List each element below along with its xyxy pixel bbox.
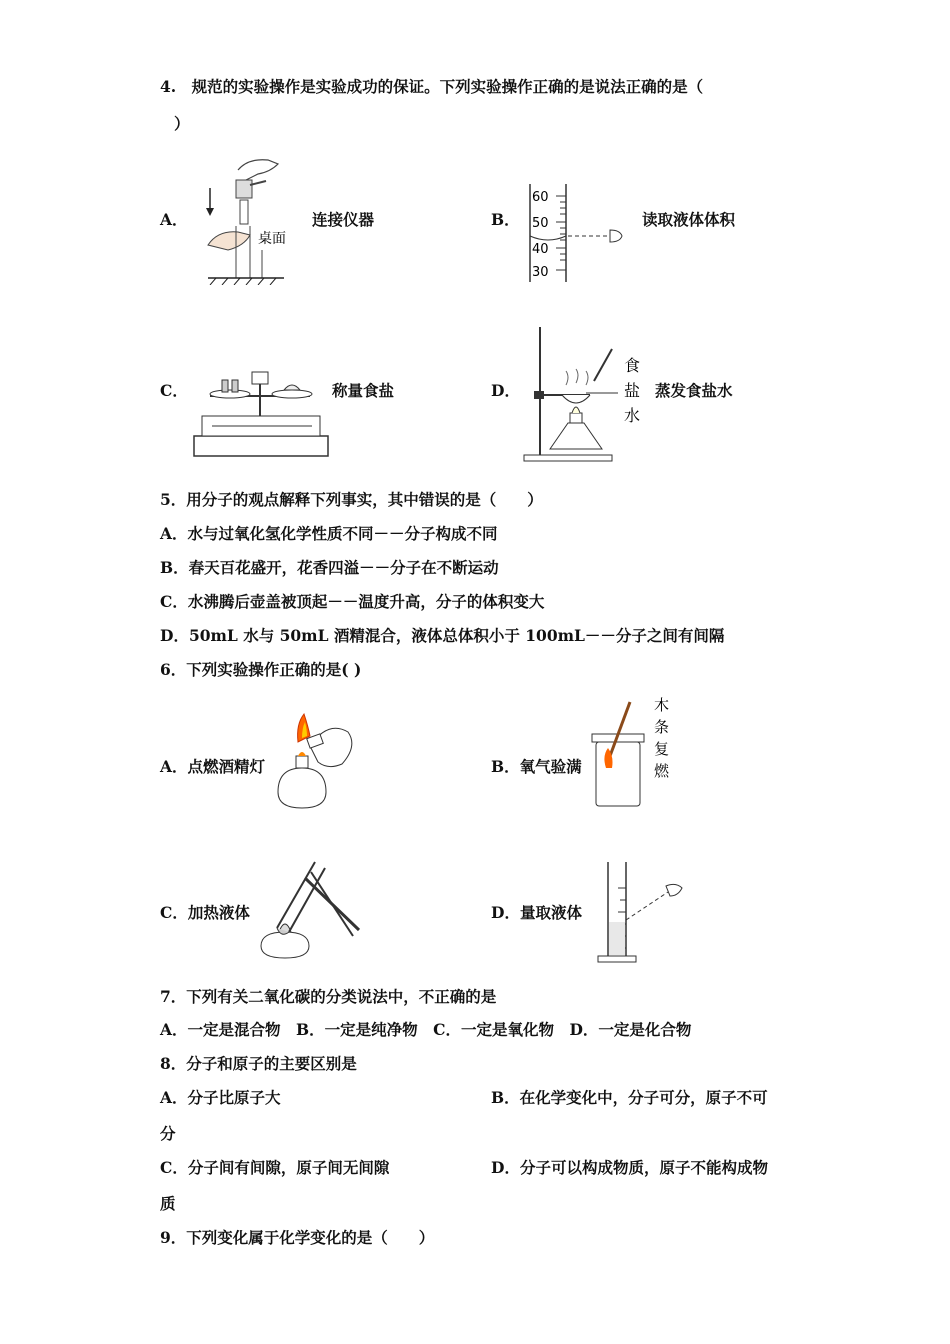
- q8-option-d: D．分子可以构成物质，原子不能构成物: [491, 1158, 768, 1177]
- svg-text:50: 50: [532, 216, 549, 231]
- svg-text:燃: 燃: [654, 762, 670, 780]
- q9-stem: 9．下列变化属于化学变化的是（ ）: [160, 1228, 435, 1247]
- q5-stem: 5．用分子的观点解释下列事实，其中错误的是（ ）: [160, 490, 543, 509]
- desk-label: 桌面: [258, 231, 286, 247]
- q7-stem: 7．下列有关二氧化碳的分类说法中，不正确的是: [160, 987, 497, 1006]
- svg-text:木: 木: [654, 696, 670, 714]
- q5-option-c: C．水沸腾后壶盖被顶起－－温度升高，分子的体积变大: [160, 592, 545, 611]
- q5-option-d: D．50mL 水与 50mL 酒精混合，液体总体积小于 100mL－－分子之间有间隔: [160, 626, 725, 645]
- heat-liquid-figure: [255, 858, 363, 962]
- q4-option-c-label: 称量食盐: [332, 381, 395, 400]
- svg-text:40: 40: [532, 242, 549, 257]
- q8-option-b-continued: 分: [160, 1124, 176, 1143]
- q7-options: A．一定是混合物 B．一定是纯净物 C．一定是氧化物 D．一定是化合物: [160, 1020, 692, 1039]
- q8-option-a: A．分子比原子大: [160, 1088, 281, 1107]
- q6-option-c: C．加热液体: [160, 903, 250, 922]
- q4-option-c-letter: C．: [160, 381, 188, 400]
- q5-option-b: B．春天百花盛开，花香四溢－－分子在不断运动: [160, 558, 499, 577]
- q4-stem: 4. 规范的实验操作是实验成功的保证。下列实验操作正确的是说法正确的是（: [160, 77, 704, 96]
- svg-text:食: 食: [624, 356, 641, 375]
- q4-option-d-label: 蒸发食盐水: [655, 381, 733, 400]
- q4-option-b-letter: B．: [491, 210, 520, 229]
- q5-option-a: A．水与过氧化氢化学性质不同－－分子构成不同: [160, 524, 498, 543]
- evaporation-figure: [520, 323, 650, 463]
- svg-text:水: 水: [624, 406, 641, 425]
- q6-option-b: B．氧气验满: [491, 757, 582, 776]
- q4-stem-close: ）: [174, 114, 190, 133]
- q4-option-d-letter: D．: [491, 381, 520, 400]
- oxygen-test-figure: [590, 694, 672, 810]
- svg-text:60: 60: [532, 190, 549, 205]
- q6-option-d: D．量取液体: [491, 903, 582, 922]
- svg-text:盐: 盐: [624, 381, 641, 400]
- q8-option-c: C．分子间有间隙，原子间无间隙: [160, 1158, 390, 1177]
- q8-option-d-continued: 质: [160, 1194, 176, 1213]
- q4-option-a-label: 连接仪器: [312, 210, 375, 229]
- measure-liquid-figure: [596, 858, 690, 964]
- read-volume-figure: [526, 180, 636, 285]
- q6-stem: 6．下列实验操作正确的是( ): [160, 660, 362, 679]
- q4-option-a-letter: A．: [160, 210, 188, 229]
- balance-figure: [192, 366, 332, 460]
- light-lamp-figure: [268, 706, 368, 812]
- svg-text:复: 复: [654, 740, 670, 758]
- q4-option-b-label: 读取液体体积: [642, 210, 736, 229]
- q8-stem: 8．分子和原子的主要区别是: [160, 1054, 357, 1073]
- svg-text:条: 条: [654, 718, 670, 736]
- q6-option-a: A．点燃酒精灯: [160, 757, 266, 776]
- connect-apparatus-figure: [198, 150, 308, 285]
- svg-text:30: 30: [532, 265, 549, 280]
- q8-option-b: B．在化学变化中，分子可分，原子不可: [491, 1088, 768, 1107]
